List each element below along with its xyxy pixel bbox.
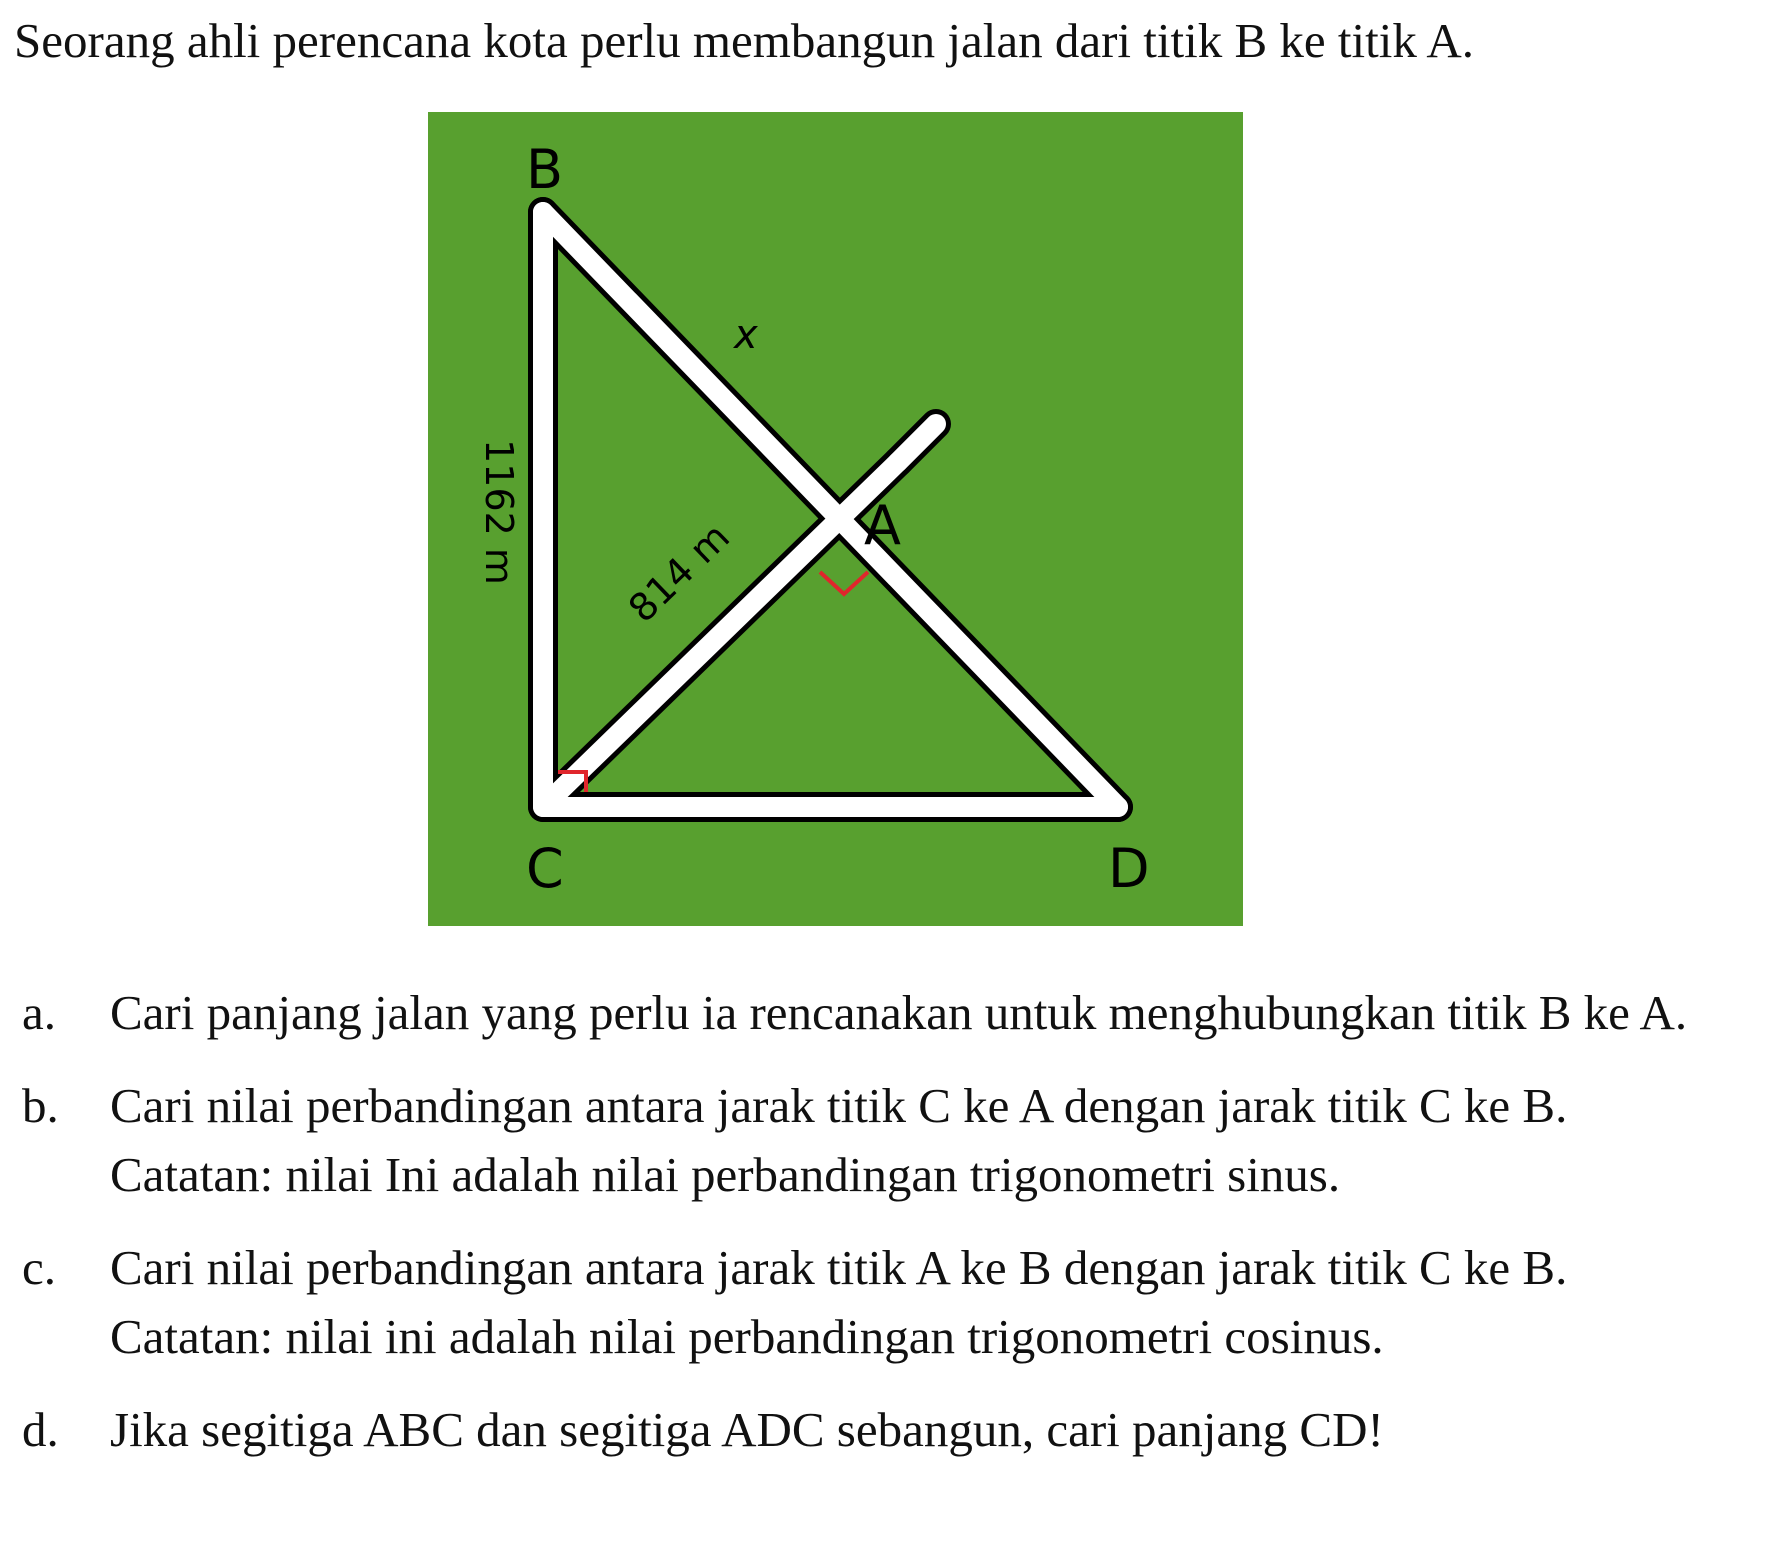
question-text: Cari nilai perbandingan antara jarak titik A ke B dengan jarak titik C ke B. bbox=[110, 1240, 1568, 1295]
label-bc-length: 1162 m bbox=[477, 439, 521, 585]
question-letter: b. bbox=[22, 1078, 59, 1133]
road-diagram-svg bbox=[428, 112, 1243, 926]
point-label-c: C bbox=[526, 837, 564, 900]
question-letter: d. bbox=[22, 1402, 59, 1457]
point-label-d: D bbox=[1108, 837, 1150, 900]
question-text: Cari nilai perbandingan antara jarak titik C ke A dengan jarak titik C ke B. bbox=[110, 1078, 1568, 1133]
question-b bbox=[22, 1071, 1742, 1209]
question-d bbox=[22, 1395, 1742, 1464]
question-text: Jika segitiga ABC dan segitiga ADC sebangun, cari panjang CD! bbox=[110, 1402, 1384, 1457]
label-x: x bbox=[734, 312, 758, 358]
question-c bbox=[22, 1233, 1742, 1371]
point-label-a: A bbox=[864, 494, 901, 557]
road-diagram bbox=[428, 112, 1243, 926]
intro-text: Seorang ahli perencana kota perlu membangun jalan dari titik B ke titik A. bbox=[14, 13, 1475, 68]
label-ca-length: 814 m bbox=[619, 514, 739, 631]
question-a bbox=[22, 978, 1742, 1047]
question-letter: a. bbox=[22, 985, 56, 1040]
question-list bbox=[22, 978, 1742, 1488]
question-letter: c. bbox=[22, 1240, 56, 1295]
question-note: Catatan: nilai ini adalah nilai perbandingan trigonometri cosinus. bbox=[110, 1309, 1384, 1364]
question-note: Catatan: nilai Ini adalah nilai perbandingan trigonometri sinus. bbox=[110, 1147, 1341, 1202]
question-text: Cari panjang jalan yang perlu ia rencanakan untuk menghubungkan titik B ke A. bbox=[110, 985, 1688, 1040]
point-label-b: B bbox=[526, 138, 564, 201]
